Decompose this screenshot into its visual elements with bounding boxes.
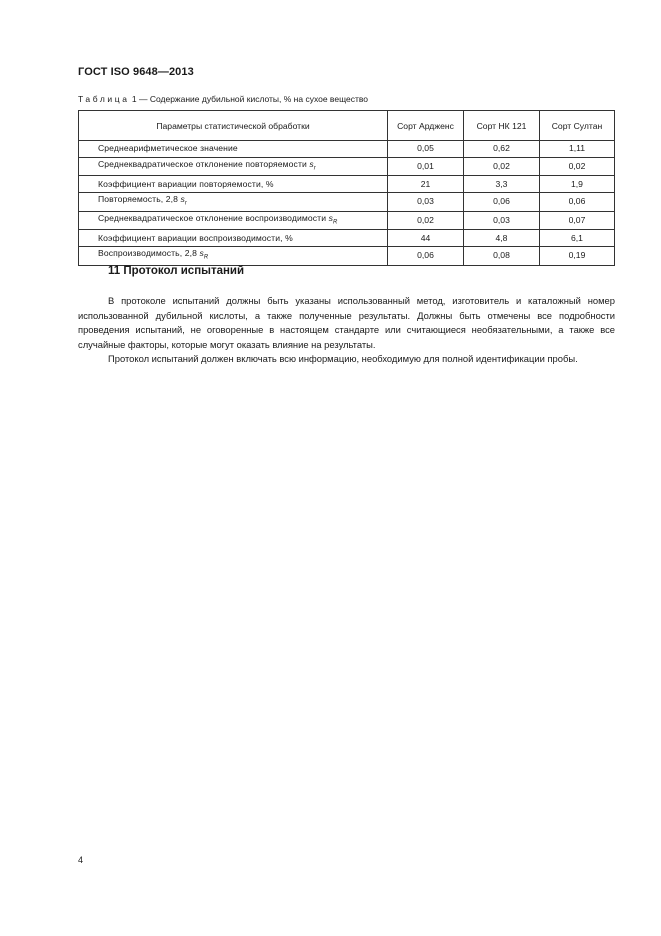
row-symbol-letter: s [309,158,314,169]
row-parameter-text: Коэффициент вариации воспроизводимости, % [98,232,293,243]
row-symbol [180,193,187,207]
column-header-parameters: Параметры статистической обработки [79,111,388,141]
standard-designation: ГОСТ ISO 9648—2013 [78,66,194,78]
row-parameter-text: Воспроизводимость, 2,8 [98,247,200,258]
paragraph: Протокол испытаний должен включать всю информацию, необходимую для полной идентификации пробы. [108,353,578,365]
row-value: 0,06 [464,192,540,211]
column-header-ardzhens: Сорт Ардженс [388,111,464,141]
row-value: 0,08 [464,246,540,265]
row-parameter-text: Среднеквадратическое отклонение повторяемости [98,158,310,169]
row-value: 0,02 [540,157,615,176]
row-parameter [79,141,388,158]
tannin-content-table [78,110,615,266]
table-row [79,230,615,247]
row-value: 6,1 [540,230,615,247]
table-row [79,157,615,176]
row-parameter-text: Среднеквадратическое отклонение воспроизводимости [98,212,329,223]
page-number: 4 [78,855,84,865]
row-parameter [79,176,388,193]
row-parameter-text: Среднеарифметическое значение [98,143,238,154]
row-value: 1,11 [540,141,615,158]
row-value: 3,3 [464,176,540,193]
table-row [79,246,615,265]
row-symbol-letter: s [199,247,204,258]
column-header-nk121: Сорт НК 121 [464,111,540,141]
row-symbol-letter: s [180,193,185,204]
row-value: 44 [388,230,464,247]
row-value: 0,03 [464,211,540,230]
row-symbol [199,247,209,261]
row-parameter [79,246,388,265]
row-value: 4,8 [464,230,540,247]
row-parameter [79,211,388,230]
row-parameter [79,230,388,247]
row-value: 0,19 [540,246,615,265]
row-parameter [79,192,388,211]
table-row [79,192,615,211]
row-value: 0,06 [388,246,464,265]
row-symbol-subscript: R [333,219,338,226]
paragraph: В протоколе испытаний должны быть указаны использованный метод, изготовитель и каталожный номер использованной дубильной кислоты, а также полученные результаты. Должны быть отмечены все подробности проведения испытаний, не оговоренные в настоящем стандарте или считающиеся необязательными, а также все случайные факторы, которые могут оказать влияние на результаты. [78,295,615,350]
table-row [79,211,615,230]
row-value: 0,02 [464,157,540,176]
table-header-row [79,111,615,141]
table-row [79,176,615,193]
row-symbol [309,158,316,172]
row-value: 0,62 [464,141,540,158]
row-parameter [79,157,388,176]
section-body [78,294,615,367]
row-symbol-letter: s [328,212,333,223]
row-parameter-text: Повторяемость, 2,8 [98,193,181,204]
row-value: 0,02 [388,211,464,230]
row-value: 0,05 [388,141,464,158]
row-value: 0,01 [388,157,464,176]
table-caption-text: 1 — Содержание дубильной кислоты, % на сухое вещество [129,94,368,104]
row-value: 1,9 [540,176,615,193]
row-symbol-subscript: r [184,200,187,207]
table-row [79,141,615,158]
table-caption [78,94,368,104]
table-caption-prefix: Таблица [78,94,130,104]
row-value: 0,03 [388,192,464,211]
row-value: 0,07 [540,211,615,230]
row-symbol [328,212,338,226]
column-header-sultan: Сорт Султан [540,111,615,141]
row-value: 0,06 [540,192,615,211]
section-heading: 11 Протокол испытаний [108,265,245,277]
row-value: 21 [388,176,464,193]
row-symbol-subscript: r [313,165,316,172]
row-symbol-subscript: R [203,254,209,261]
row-parameter-text: Коэффициент вариации повторяемости, % [98,178,274,189]
